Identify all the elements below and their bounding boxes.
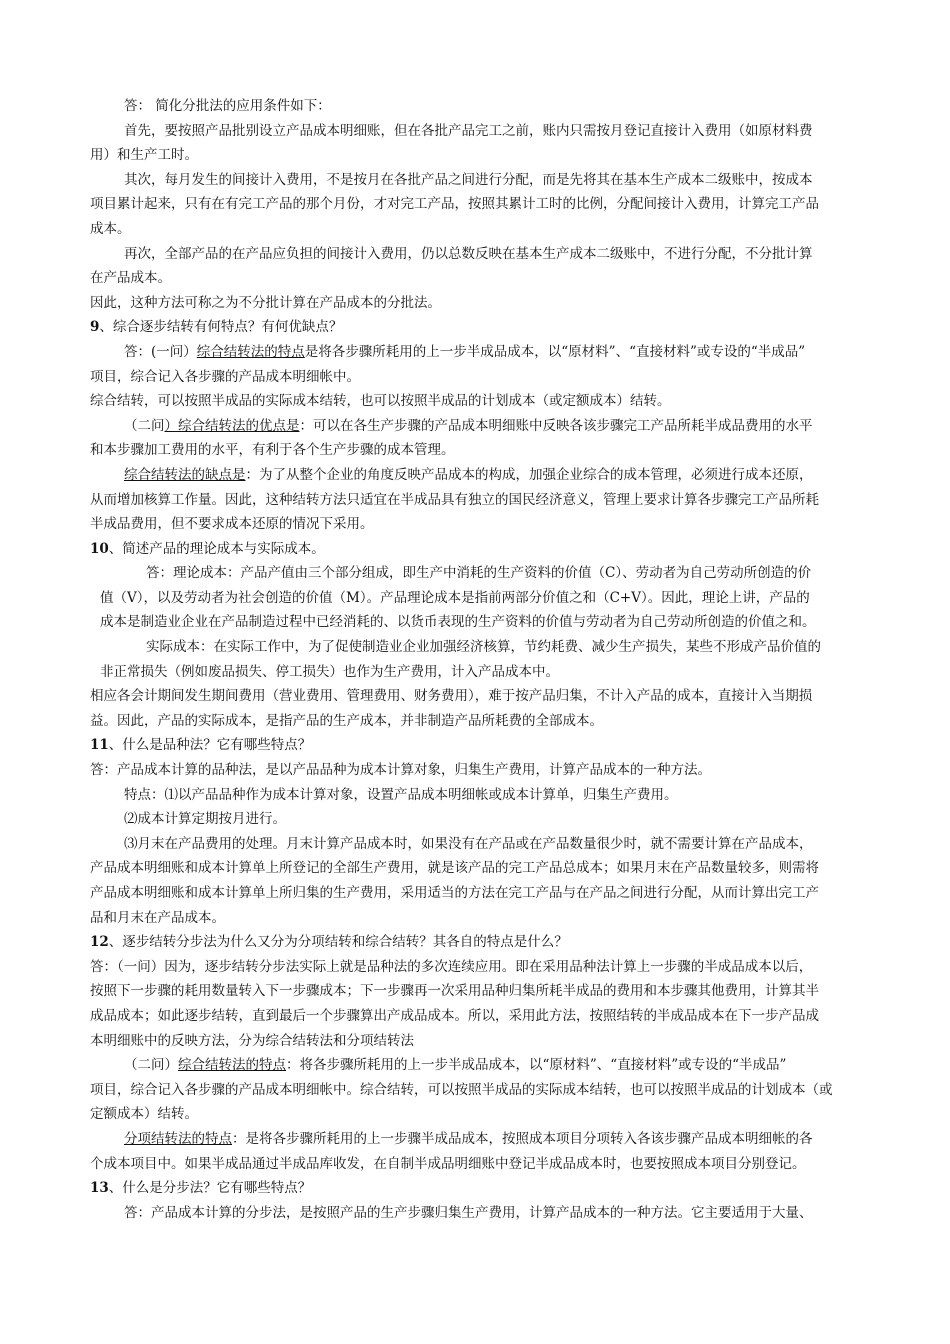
text-line [90, 119, 860, 144]
question-number: 9 [90, 319, 100, 336]
question-number: 10 [90, 540, 109, 557]
line-text: 从而增加核算工作量。因此，这种结转方法只适宜在半成品具有独立的国民经济意义，管理上要求计算各步骤完工产品所耗 [90, 491, 819, 508]
text-line [90, 1029, 860, 1054]
text-line [90, 365, 860, 390]
text-line [90, 1102, 860, 1127]
text-line [90, 242, 860, 267]
text-line [90, 832, 860, 857]
line-text: 成本是制造业企业在产品制造过程中已经消耗的、以货币表现的生产资料的价值与劳动者为自己劳动所创造的价值之和。 [100, 614, 816, 631]
line-text: ：是将各步骤所耗用的上一步骤半成品成本，按照成本项目分项转入各该步骤产品成本明细帐的各 [232, 1130, 813, 1147]
text-line [90, 192, 860, 217]
text-line [90, 1152, 860, 1177]
text-line [90, 1201, 860, 1226]
underlined-term: ）综合结转法的优点是 [164, 417, 300, 434]
line-text: 本明细账中的反映方法，分为综合结转法和分项结转法 [90, 1032, 414, 1049]
line-text: 定额成本）结转。 [90, 1106, 198, 1123]
question-heading [90, 930, 860, 955]
text-line [90, 1053, 860, 1078]
text-line [90, 881, 860, 906]
text-line [90, 807, 860, 832]
text-line [90, 955, 860, 980]
line-text: ：可以在各生产步骤的产品成本明细账中反映各该步骤完工产品所耗半成品费用的水平 [299, 417, 813, 434]
line-text: 答：理论成本：产品产值由三个部分组成，即生产中消耗的生产资料的价值（C）、劳动者为自己劳动所创造的价 [146, 565, 812, 582]
text-line [90, 856, 860, 881]
text-line [90, 143, 860, 168]
text-line [90, 1004, 860, 1029]
question-number: 12 [90, 934, 109, 951]
underlined-term: 综合结转法的特点 [196, 343, 305, 360]
line-text: 、什么是品种法？它有哪些特点？ [108, 737, 312, 754]
text-line [90, 783, 860, 808]
line-text: 相应各会计期间发生期间费用（营业费用、管理费用、财务费用），难于按产品归集，不计入产品的成本，直接计入当期损 [90, 688, 813, 705]
line-text: 答：产品成本计算的品种法，是以产品品种为成本计算对象，归集生产费用，计算产品成本的一种方法。 [90, 762, 711, 779]
line-text: 产品成本明细账和成本计算单上所归集的生产费用，采用适当的方法在完工产品与在产品之间进行分配，从而计算出完工产 [90, 885, 819, 901]
line-text: 首先，要按照产品批别设立产品成本明细账，但在各批产品完工之前，账内只需按月登记直接计入费用（如原材料费 [124, 122, 813, 139]
text-line [90, 217, 860, 242]
text-line [90, 340, 860, 365]
text-line [90, 610, 860, 635]
line-text: 按照下一步骤的耗用数量转入下一步骤成本；下一步骤再一次采用品种归集所耗半成品的费用和本步骤其他费用，计算其半 [90, 983, 819, 1000]
line-text: 成品成本；如此逐步结转，直到最后一个步骤算出产成品成本。所以，采用此方法，按照结转的半成品成本在下一步产品成 [90, 1007, 819, 1024]
line-text: 项目，综合记入各步骤的产品成本明细帐中。 [90, 368, 360, 385]
line-text: 项目，综合记入各步骤的产品成本明细帐中。综合结转，可以按照半成品的实际成本结转，也可以按照半成品的计划成本（或 [90, 1081, 833, 1098]
document-page [90, 94, 860, 1225]
question-heading [90, 1176, 860, 1201]
line-text: 在产品成本。 [90, 270, 171, 287]
line-text: 项目累计起来，只有在有完工产品的那个月份，才对完工产品，按照其累计工时的比例，分配间接计入费用，计算完工产品 [90, 196, 819, 213]
question-heading [90, 733, 860, 758]
line-text: 和本步骤加工费用的水平，有利于各个生产步骤的成本管理。 [90, 442, 455, 459]
line-text: 、什么是分步法？它有哪些特点？ [108, 1180, 312, 1197]
line-text: ：将各步骤所耗用的上一步半成品成本，以“原材料”、“直接材料”或专设的“半成品” [286, 1057, 787, 1074]
text-line [90, 488, 860, 513]
line-text: 其次，每月发生的间接计入费用，不是按月在各批产品之间进行分配，而是先将其在基本生产成本二级账中，按成本 [124, 171, 813, 188]
line-text: 再次，全部产品的在产品应负担的间接计入费用，仍以总数反映在基本生产成本二级账中，不进行分配，不分批计算 [124, 245, 813, 262]
text-line [90, 684, 860, 709]
line-text: 、逐步结转分步法为什么又分为分项结转和综合结转？其各自的特点是什么？ [108, 934, 568, 951]
text-line [90, 758, 860, 783]
line-text: 因此，这种方法可称之为不分批计算在产品成本的分批法。 [90, 294, 441, 311]
text-line [90, 438, 860, 463]
line-prefix: （二问 [124, 417, 165, 434]
question-heading [90, 537, 860, 562]
line-text: 成本。 [90, 220, 131, 237]
line-text: 、综合逐步结转有何特点？有何优缺点？ [99, 319, 343, 336]
underlined-term: 综合结转法的缺点是 [124, 466, 246, 483]
line-text: 非正常损失（例如废品损失、停工损失）也作为生产费用，计入产品成本中。 [100, 663, 559, 680]
line-text: ：为了从整个企业的角度反映产品成本的构成，加强企业综合的成本管理，必须进行成本还原， [245, 466, 813, 483]
line-text: ⑶月末在产品费用的处理。月末计算产品成本时，如果没有在产品或在产品数量很少时，就不需要计算在产品成本， [124, 835, 813, 852]
text-line [90, 389, 860, 414]
line-text: 答：（一问）因为，逐步结转分步法实际上就是品种法的多次连续应用。即在采用品种法计算上一步骤的半成品成本以后， [90, 958, 813, 975]
line-text: 益。因此，产品的实际成本，是指产品的生产成本，并非制造产品所耗费的全部成本。 [90, 712, 603, 729]
line-text: 答：产品成本计算的分步法，是按照产品的生产步骤归集生产费用，计算产品成本的一种方法。它主要适用于大量、 [124, 1204, 813, 1221]
question-number: 13 [90, 1180, 109, 1197]
line-text: 品和月末在产品成本。 [90, 909, 225, 926]
line-text: 实际成本：在实际工作中，为了促使制造业企业加强经济核算，节约耗费、减少生产损失，某些不形成产品价值的 [146, 639, 821, 656]
text-line [90, 94, 860, 119]
text-line [90, 660, 860, 685]
line-prefix: （二问） [124, 1057, 178, 1074]
text-line [90, 168, 860, 193]
text-line [90, 266, 860, 291]
text-line [90, 463, 860, 488]
text-line [90, 414, 860, 439]
line-text: 答： 简化分批法的应用条件如下： [124, 98, 331, 114]
text-line [90, 561, 860, 586]
line-text: 是将各步骤所耗用的上一步半成品成本，以“原材料”、“直接材料”或专设的“半成品” [304, 343, 806, 360]
line-text: 综合结转，可以按照半成品的实际成本结转，也可以按照半成品的计划成本（或定额成本）结转。 [90, 393, 671, 410]
text-line [90, 1127, 860, 1152]
text-line [90, 512, 860, 537]
text-line [90, 906, 860, 931]
line-text: 值（V），以及劳动者为社会创造的价值（M）。产品理论成本是指前两部分价值之和（C+V）。因此，理论上讲，产品的 [100, 589, 810, 606]
line-text: 半成品费用，但不要求成本还原的情况下采用。 [90, 516, 374, 533]
underlined-term: 分项结转法的特点 [124, 1130, 232, 1147]
line-text: ⑵成本计算定期按月进行。 [124, 811, 286, 828]
text-line [90, 709, 860, 734]
text-line [90, 1078, 860, 1103]
line-prefix: 答：(一问） [124, 343, 197, 360]
line-text: 特点：⑴以产品品种作为成本计算对象，设置产品成本明细帐或成本计算单，归集生产费用。 [124, 786, 678, 803]
question-number: 11 [90, 737, 109, 754]
text-line [90, 586, 860, 611]
text-line [90, 635, 860, 660]
underlined-term: 综合结转法的特点 [178, 1057, 286, 1074]
question-heading [90, 315, 860, 340]
line-text: 、简述产品的理论成本与实际成本。 [108, 540, 325, 557]
text-line [90, 291, 860, 316]
line-text: 产品成本明细账和成本计算单上所登记的全部生产费用，就是该产品的完工产品总成本；如果月末在产品数量较多，则需将 [90, 860, 819, 877]
line-text: 个成本项目中。如果半成品通过半成品库收发，在自制半成品明细账中登记半成品成本时，也要按照成本项目分别登记。 [90, 1155, 806, 1172]
line-text: 用）和生产工时。 [90, 147, 198, 164]
text-line [90, 979, 860, 1004]
